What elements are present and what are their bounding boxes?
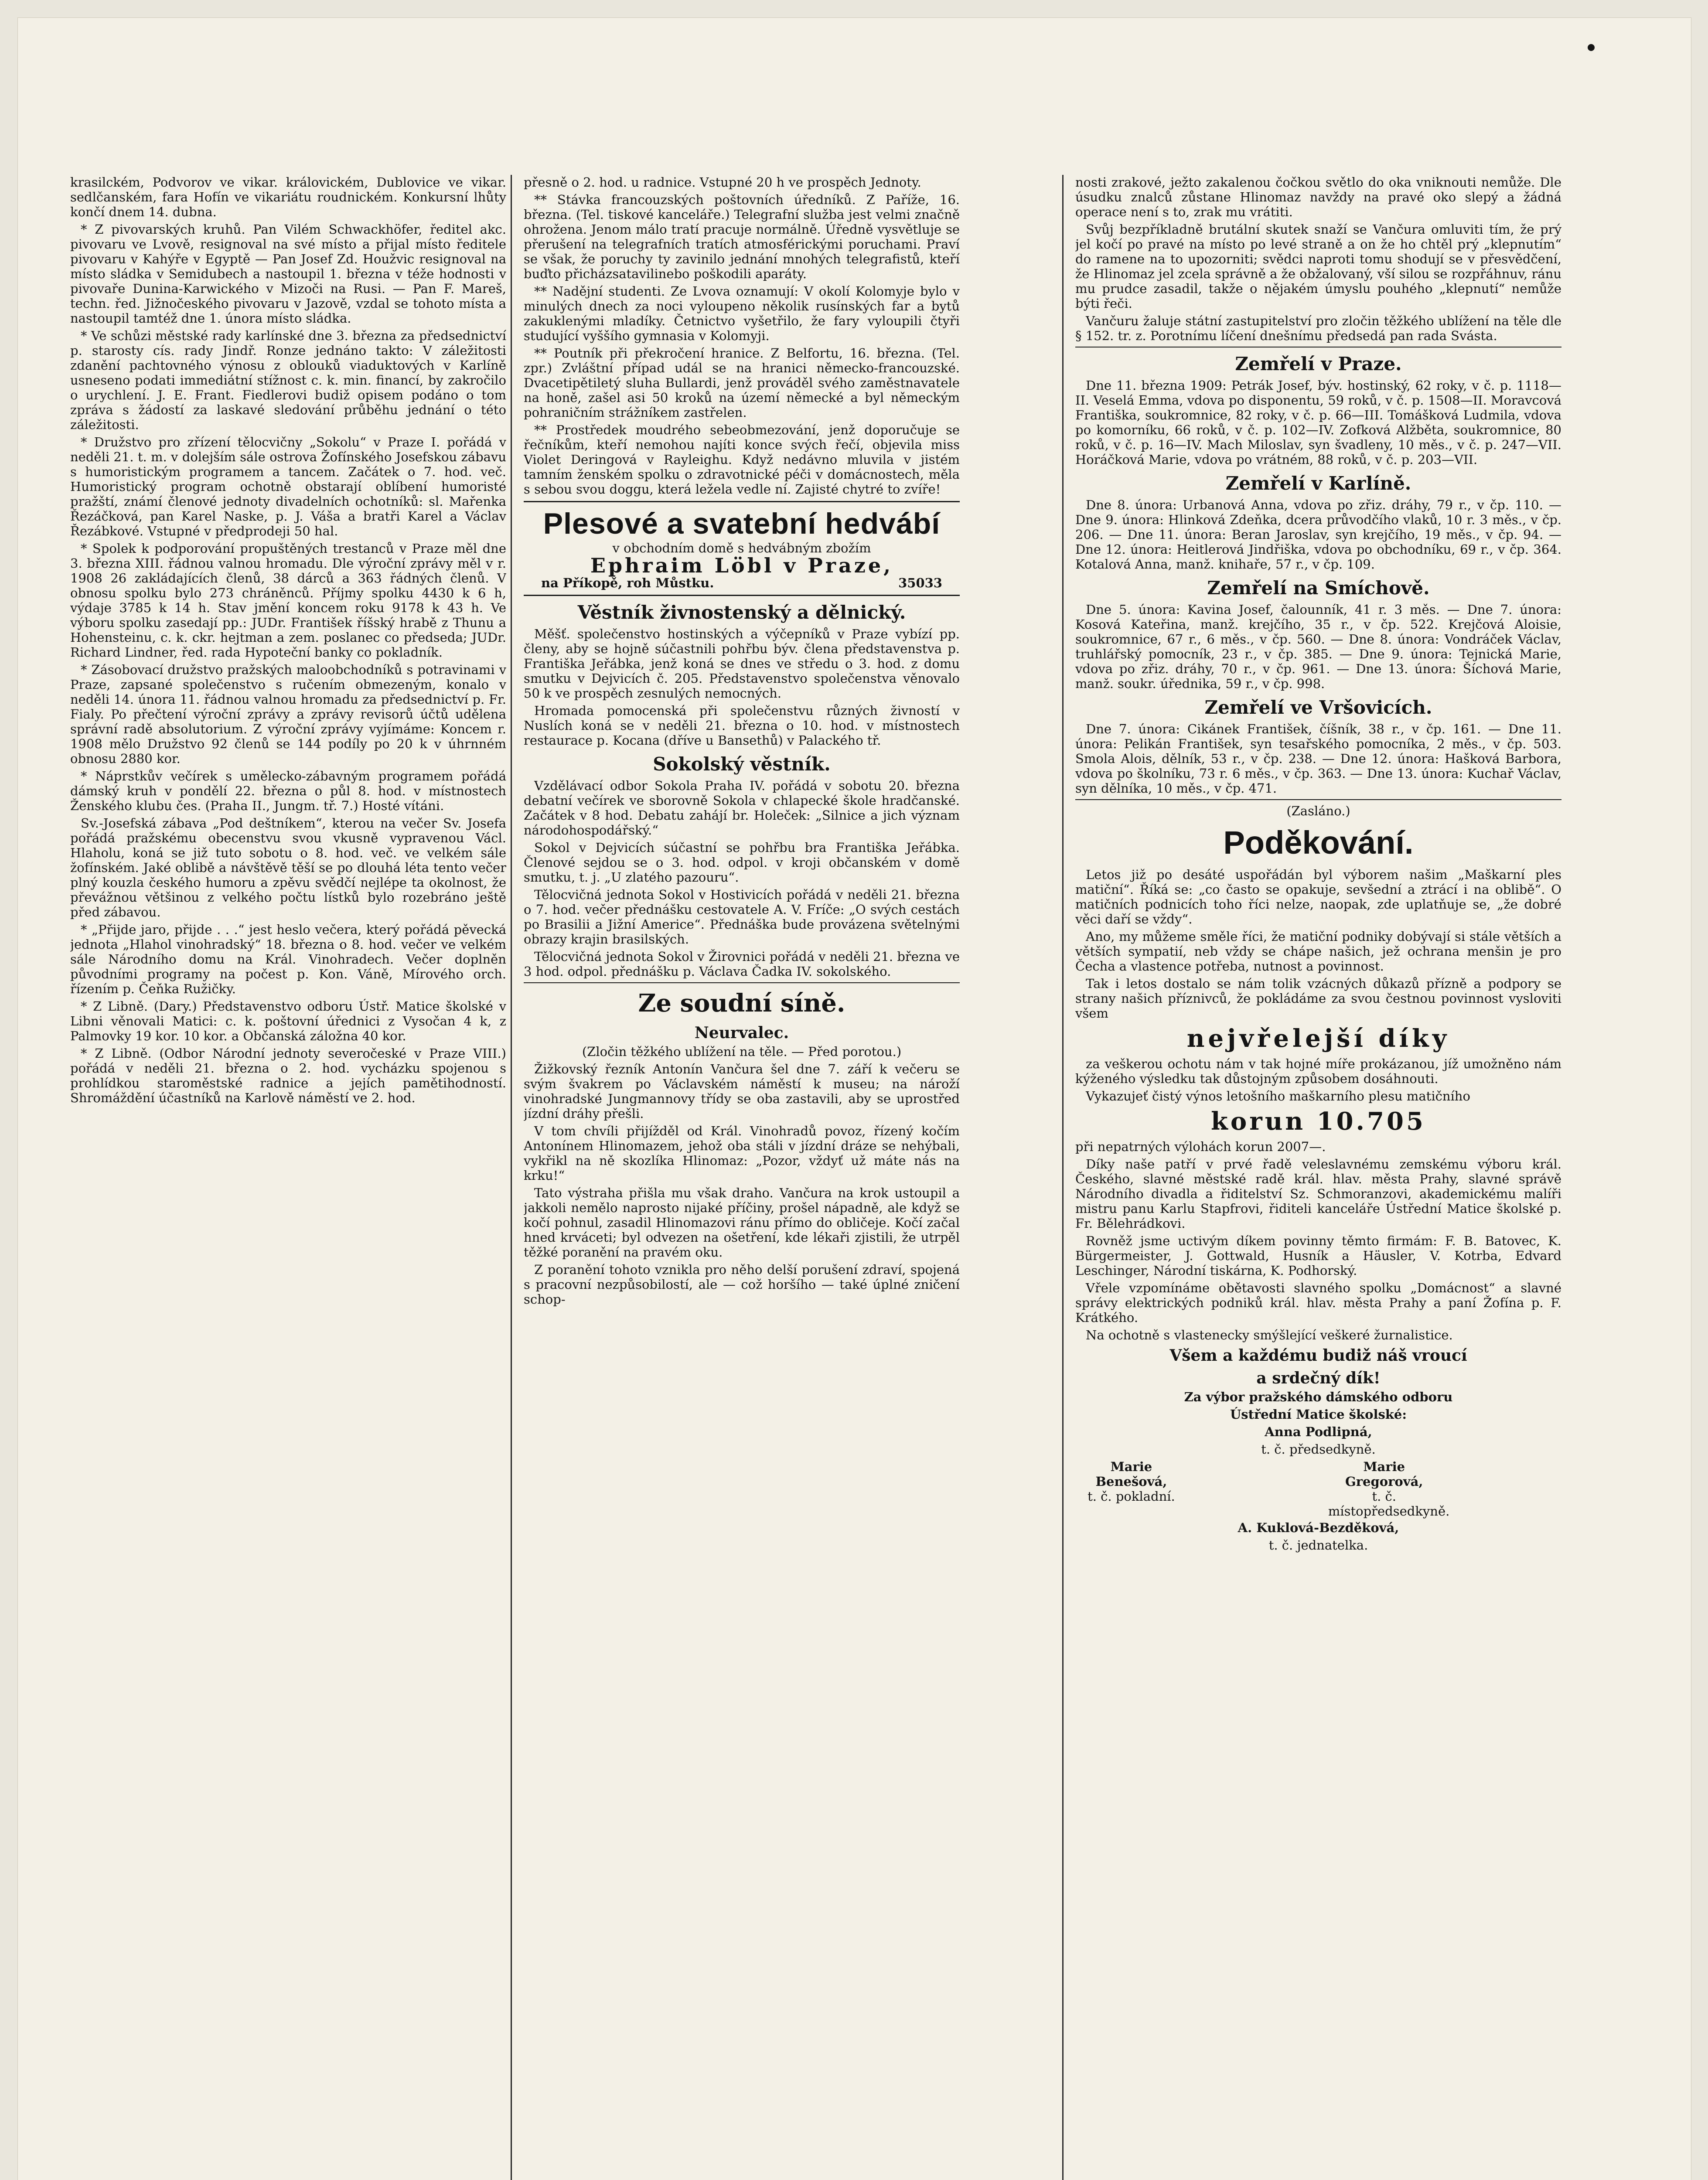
thanks-big-word: nejvřelejší díky xyxy=(1186,1024,1450,1053)
court-continued: Svůj bezpříkladně brutální skutek snaží se Vančura omluviti tím, že prý jel kočí po pravé na místo po levé straně a on že ho chtěl prý „klepnutím“ do ramene na to upozorniti; svědci naproti tomu shodují se v přesvědčení, že Hlinomaz jel zcela správně a že obžalovaný, vší silou se rozpřáhnuv, ránu mu prudce zasadil, takže o nějakém úmyslu pouhého „klepnutí“ nemůže býti řeči. xyxy=(1075,222,1561,311)
column-2 xyxy=(524,175,960,2180)
ad-title: Plesové a svatební hedvábí xyxy=(543,507,941,540)
thanks-text: Vykazujeť čistý výnos letošního maškarního plesu matičního xyxy=(1086,1089,1470,1104)
article-text: přesně o 2. hod. u radnice. Vstupné 20 h ve prospěch Jednoty. xyxy=(524,175,921,190)
court-subtitle: Neurvalec. xyxy=(694,1024,789,1042)
article-naprstek: * Náprstkův večírek s umělecko-zábavným programem pořádá dámský kruh v pondělí 22. března o půl 8. hod. v místnostech Ženského klubu čes. (Praha II., Jungm. tř. 7.) Hosté vítáni. xyxy=(70,769,506,813)
article-sokol-hostivice: Tělocvičná jednota Sokol v Hostivicích pořádá v neděli 21. března o 7. hod. večer přednášku cestovatele A. V. Fríče: „O svých cestách po Brasilii a Jižní Americe“. Přednáška bude provázena světelnými obrazy krajin brasilských. xyxy=(524,887,960,947)
signature-role: t. č. místopředsedkyně. xyxy=(1328,1489,1450,1519)
thanks-text: při nepatrných výlohách korun 2007—. xyxy=(1075,1139,1326,1154)
signature-role: t. č. jednatelka. xyxy=(1268,1538,1368,1553)
court-text: Žižkovský řezník Antonín Vančura šel dne 7. září k večeru se svým švakrem po Václavském náměstí k museu; na nároží vinohradské Jungmannovy třídy se oba zastavili, aby se uprostřed jízdní dráhy přešli. xyxy=(524,1062,960,1121)
newspaper-page xyxy=(17,17,1691,2180)
article-innkeepers: Měšť. společenstvo hostinských a výčepníků v Praze vybízí pp. členy, aby se hojně súčastnili pohřbu býv. člena představenstva p. Františka Jeřábka, jenž koná se dnes ve středu o 3. hod. z domu smutku v Dejvicích č. 205. Představenstvo společenstva věnovalo 50 k ve prospěch zesnulých nemocných. xyxy=(524,627,960,701)
court-text: V tom chvíli přijížděl od Král. Vinohradů povoz, řízený kočím Antonínem Hlinomazem, jehož oba stáli v jízdní dráze se nehýbali, vykřikl na ně skozlíka Hlinomaz: „Pozor, vždyť už máte nás na krku!“ xyxy=(524,1124,960,1183)
column-rule xyxy=(1062,175,1064,2180)
divider xyxy=(524,501,960,502)
signature-name: Marie Gregorová, xyxy=(1345,1459,1423,1489)
signature-role: t. č. předsedkyně. xyxy=(1261,1442,1376,1457)
article-speakers: ** Prostředek moudrého sebeobmezování, jenž doporučuje se řečníkům, kteří nemohou najíti konce svých řečí, objevila miss Violet Deringová v Rayleighu. Když nedávno mluvila v jistém tamním ženském spolku o zdravotnické péči v domácnostech, měla s sebou svou doggu, která ležela vedle ní. Zajisté chytré to zvíře! xyxy=(524,422,960,497)
court-text: Tato výstraha přišla mu však draho. Vančura na krok ustoupil a jakkoli nemělo naprosto nijaké příčiny, prošel nápadně, ale když se kočí pohnul, zasadil Hlinomazovi ránu přímo do obličeje. Kočí začal hned krváceti; byl odvezen na ošetření, kde lékaři zjistili, že utrpěl těžké poranění na pravém oku. xyxy=(524,1185,960,1260)
signature-block xyxy=(1328,1459,1561,1519)
section-title-sokol: Sokolský věstník. xyxy=(653,753,831,775)
signature-name: Anna Podlipná, xyxy=(1265,1424,1372,1439)
article-umbrella-party: Sv.-Josefská zábava „Pod deštníkem“, kterou na večer Sv. Josefa pořádá pražskému obecenstvu svou vkusně vypravenou Václ. Hlaholu, koná se již tuto sobotu o 8. hod. več. ve velkém sále žofínském. Jaké oblibě a návštěvě těší se po dlouhá léta tento večer plný kouzla českého humoru a zpěvu svědčí nejlépe ta okolnost, že převážnou většinou z velkého počtu lístků bylo rozebráno ještě před zábavou. xyxy=(70,816,506,920)
article-border: ** Poutník při překročení hranice. Z Belfortu, 16. března. (Tel. zpr.) Zvláštní případ udál se na hranici německo-francouzské. Dvacetipětiletý sluha Bullardi, jenž prováděl svého zaměstnavatele na honě, zašel asi 50 kroků na území německé a byl německým pohraničním strážníkem zastřelen. xyxy=(524,346,960,420)
article-sokol-debate: Vzdělávací odbor Sokola Praha IV. pořádá v sobotu 20. března debatní večírek ve sborovně Sokola v chlapecké škole hradčanské. Začátek v 8 hod. Debatu zahájí br. Holeček: „Silnice a jich význam národohospodářský.“ xyxy=(524,778,960,838)
court-continued: nosti zrakové, ježto zakalenou čočkou světlo do oka vniknouti nemůže. Dle úsudku znalců zůstane Hlinomaz navždy na pravé oko slepý a žádná operace není s to, zrak mu vrátiti. xyxy=(1075,175,1561,219)
article-postal-strike: ** Stávka francouzských poštovních úředníků. Z Paříže, 16. března. (Tel. tiskové kanceláře.) Telegrafní služba jest velmi značně ohrožena. Jenom málo tratí pracuje normálně. Úředně vysvětluje se přerušení na telegrafních tratích atmosférickými poruchami. Praví se však, že poruchy ty zavinilo jednání mnohých telegrafistů, kteří buďto přicházsatavilinebo poškodili aparáty. xyxy=(524,192,960,281)
thanks-text: Díky naše patří v prvé řadě veleslavnému zemskému výboru král. Českého, slavné městské radě král. hlav. města Prahy, slavné správě Národního divadla a řiditelství Sz. Schmoranzovi, akademickému malíři mistru panu Karlu Stapfrovi, řiditeli kanceláře Ústřední Matice školské p. Fr. Bělehrádkovi. xyxy=(1075,1157,1561,1231)
section-title-deaths-smichov: Zemřelí na Smíchově. xyxy=(1207,577,1430,599)
article-liben-excursion: * Z Libně. (Odbor Národní jednoty severočeské v Praze VIII.) pořádá v neděli 21. března o 2. hod. vycházku spojenou s prohlídkou staroměstské radnice a jejích pamětihodností. Shromáždění účastníků na Karlově náměstí ve 2. hod. xyxy=(70,1046,506,1105)
article-liben-gifts: * Z Libně. (Dary.) Představenstvo odboru Ústř. Matice školské v Libni věnovali Matici: c. k. poštovní úřednici z Vysočan 4 k, z Palmovky 19 kor. 10 kor. a Občanská záložna 40 kor. xyxy=(70,999,506,1043)
signature-name: Marie Benešová, xyxy=(1095,1459,1167,1489)
column-1 xyxy=(70,175,506,2180)
article-sokol-zirovnice: Tělocvičná jednota Sokol v Žirovnici pořádá v neděli 21. března ve 3 hod. odpol. přednášku p. Václava Čadka IV. sokolského. xyxy=(524,949,960,979)
divider xyxy=(524,595,960,596)
zaslano-label: (Zasláno.) xyxy=(1286,804,1350,818)
ad-firm: Ephraim Löbl v Praze, xyxy=(590,554,893,577)
article-karlin-council: * Ve schůzi městské rady karlínské dne 3. března za předsednictví p. starosty cís. rady Jindř. Ronze jednáno takto: V záležitosti zdanění pachtovného výnosu z oblouků viaduktových v Karlíně usneseno podati immediátní stížnost c. k. min. financí, by zakročilo o urychlení. J. E. Frant. Fiedlerovi budiž opisem podáno o tom zpráva s žádostí za laskavé sledování průběhu jednání o této záležitosti. xyxy=(70,328,506,432)
thanks-text: za veškerou ochotu nám v tak hojné míře prokázanou, jíž umožněno nám kýženého výsledku tak důstojným způsobem dosáhnouti. xyxy=(1075,1056,1561,1086)
signature-name: A. Kuklová-Bezděková, xyxy=(1238,1520,1399,1535)
article-text: krasilckém, Podvorov ve vikar. královickém, Dublovice ve vikar. sedlčanském, fara Hofín ve vikariátu roudnickém. Konkursní lhůty končí dnem 14. dubna. xyxy=(70,175,506,219)
article-nusle: Hromada pomocenská při společenstvu různých živností v Nuslích koná se v neděli 21. března o 10. hod. v místnostech restaurace p. Kocana (dříve u Bansethů) v Palackého tř. xyxy=(524,703,960,748)
deaths-prague-list: Dne 11. března 1909: Petrák Josef, býv. hostinský, 62 roky, v č. p. 1118—II. Veselá Emma, vdova po disponentu, 59 roků, v č. p. 1508—II. Moravcová Františka, soukromnice, 82 roky, v č. p. 66—III. Tomášková Ludmila, vdova po komorníku, 66 roků, v č. p. 102—IV. Zofková Alžběta, soukromnice, 80 roků, v č. p. 16—IV. Mach Miloslav, syn švadleny, 10 měs., v č. p. 247—VII. Horáčková Marie, vdova po vrátném, 88 roků, v č. p. 203—VII. xyxy=(1075,378,1561,467)
section-title-deaths-vrsovice: Zemřelí ve Vršovicích. xyxy=(1204,697,1432,718)
thanks-closing: a srdečný dík! xyxy=(1256,1369,1381,1387)
thanks-title: Poděkování. xyxy=(1223,824,1414,861)
court-continued: Vančuru žaluje státní zastupitelství pro zločin těžkého ublížení na těle dle § 152. tr. z. Porotnímu líčení dnešnímu předsedá pan rada Svásta. xyxy=(1075,313,1561,343)
section-title-trade: Věstník živnostenský a dělnický. xyxy=(577,602,906,623)
article-brewery: * Z pivovarských kruhů. Pan Vilém Schwackhöfer, ředitel akc. pivovaru ve Lvově, resignoval na své místo a přijal místo ředitele pivovaru v Kahýře v Egyptě — Pan Josef Zd. Houžvic resignoval na místo sládka v Semidubech a nastoupil 1. března v téže hodnosti v pivovaře Dunina-Karwického v Mizoči na Rusi. — Pan F. Mareš, techn. řed. Jižnočeského pivovaru v Jazově, vzdal se tohoto místa a nastoupil tamtéž dne 1. února místo sládka. xyxy=(70,222,506,326)
signature-row xyxy=(1075,1459,1561,1519)
court-note: (Zločin těžkého ublížení na těle. — Před porotou.) xyxy=(582,1044,902,1059)
deaths-vrsovice-list: Dne 7. února: Cikánek František, číšník, 38 r., v čp. 161. — Dne 11. února: Pelikán František, syn tesařského pomocníka, 2 měs., v čp. 503. Smola Alois, dělník, 53 r., v čp. 238. — Dne 12. února: Hašková Barbora, vdova po školníku, 73 r. 6 měs., v čp. 363. — Dne 13. února: Kuchař Václav, syn dělníka, 10 měs., v čp. 471. xyxy=(1075,722,1561,796)
divider xyxy=(1075,799,1561,800)
deaths-karlin-list: Dne 8. února: Urbanová Anna, vdova po zřiz. dráhy, 79 r., v čp. 110. — Dne 9. února: Hlinková Zdeňka, dcera průvodčího vlaků, 10 r. 3 měs., v čp. 206. — Dne 11. února: Beran Jaroslav, syn krejčího, 19 měs., v čp. 94. — Dne 12. února: Heitlerová Jindřiška, vdova po obchodníku, 69 r., v čp. 364. Kotalová Anna, manž. knihaře, 57 r., v čp. 109. xyxy=(1075,497,1561,572)
section-title-court: Ze soudní síně. xyxy=(638,989,845,1018)
thanks-text: Vřele vzpomínáme obětavosti slavného spolku „Domácnost“ a slavné správy elektrických podniků král. hlav. města Prahy a paní Žofína p. F. Krátkého. xyxy=(1075,1281,1561,1325)
article-cooperative: * Zásobovací družstvo pražských maloobchodníků s potravinami v Praze, zapsané společenstvo s ručením obmezeným, konalo v neděli 14. února 11. řádnou valnou hromadu za předsednictví p. Fr. Fialy. Po přečtení výroční zprávy a zprávy revisorů účtů udělena správní radě absolutorium. Z výroční zprávy vyjímáme: Koncem r. 1908 mělo Družstvo 92 členů se 144 podíly po 20 k v úhrnném obnosu 2880 kor. xyxy=(70,662,506,766)
committee-line: Za výbor pražského dámského odboru xyxy=(1184,1390,1453,1404)
thanks-text: Rovněž jsme uctivým díkem povinny těmto firmám: F. B. Batovec, K. Bürgermeister, J. Gottwald, Husník a Häusler, V. Kotrba, Edvard Leschinger, Národní tiskárna, K. Podhorský. xyxy=(1075,1233,1561,1278)
thanks-amount: korun 10.705 xyxy=(1211,1107,1426,1136)
column-rule xyxy=(511,175,512,2180)
thanks-text: Tak i letos dostalo se nám tolik vzácných důkazů přízně a podpory se strany našich příznivců, že pokládáme za svou čestnou povinnost vysloviti všem xyxy=(1075,976,1561,1021)
committee-line: Ústřední Matice školské: xyxy=(1230,1407,1407,1422)
ad-address: na Příkopě, roh Můstku. xyxy=(541,576,714,590)
ad-code: 35033 xyxy=(898,576,942,590)
article-sokol-gym: * Družstvo pro zřízení tělocvičny „Sokolu“ v Praze I. pořádá v neděli 21. t. m. v dolejším sále ostrova Žofínského Josefskou zábavu s humoristickým programem a tancem. Začátek o 7. hod. več. Humoristický program ochotně obstarají oblíbení humoristé pražští, známí členové jednoty divadelních ochotníků: sl. Mařenka Řezáčková, pan Karel Naske, p. J. Váša a bratři Karel a Václav Řezábkové. Vstupné v předprodeji 50 hal. xyxy=(70,435,506,538)
article-sokol-dejvice: Sokol v Dejvicích súčastní se pohřbu bra Františka Jeřábka. Členové sejdou se o 3. hod. odpol. v kroji občanském v domě smutku, t. j. „U zlatého pazouru“. xyxy=(524,840,960,885)
ad-subtitle: v obchodním domě s hedvábným zbožím xyxy=(612,541,871,555)
scan-mark xyxy=(1588,44,1595,51)
article-spring-evening: * „Přijde jaro, přijde . . .“ jest heslo večera, který pořádá pěvecká jednota „Hlahol vinohradský“ 18. března o 8. hod. večer ve velkém sále Národního domu na Král. Vinohradech. Večer doplněn původními programy na počest p. Kon. Váně, Mírového orch. řízením p. Čeňka Ružičky. xyxy=(70,922,506,996)
section-title-deaths-karlin: Zemřelí v Karlíně. xyxy=(1225,473,1411,494)
section-title-deaths-prague: Zemřelí v Praze. xyxy=(1235,353,1402,375)
article-prisoners-aid: * Spolek k podporování propuštěných trestanců v Praze měl dne 3. března XIII. řádnou valnou hromadu. Dle výroční zprávy měl v r. 1908 26 zakládajících členů, 38 dárců a 363 řádných členů. V obnosu spolku bylo 273 chráněnců. Příjmy spolku 4430 k 6 h, výdaje 3785 k 14 h. Stav jmění koncem roku 9178 k 43 h. Ve výboru spolku zasedají pp.: JUDr. František říšský hrabě z Thunu a Hohensteinu, c. k. ckr. hejtman a zem. poslanec co předseda; JUDr. Richard Lindner, řed. rada Hypoteční banky co pokladník. xyxy=(70,541,506,660)
signature-role: t. č. pokladní. xyxy=(1088,1489,1175,1504)
court-text: Z poranění tohoto vznikla pro něho delší porušení zdraví, spojená s pracovní nezpůsobilostí, ale — což horšího — také úplné zničení schop- xyxy=(524,1262,960,1307)
divider xyxy=(524,982,960,983)
column-3 xyxy=(1075,175,1561,2180)
thanks-closing: Všem a každému budiž náš vroucí xyxy=(1169,1346,1467,1365)
thanks-text: Letos již po desáté uspořádán byl výborem našim „Maškarní ples matiční“. Říká se: „co často se opakuje, sevšední a ztrácí i na oblibě“. O matičních podnicích toho říci nelze, naopak, zde uplatňuje se, „že dobré věci daří se vždy“. xyxy=(1075,867,1561,926)
deaths-smichov-list: Dne 5. února: Kavina Josef, čalounník, 41 r. 3 měs. — Dne 7. února: Kosová Kateřina, manž. krejčího, 35 r., v čp. 522. Krejčová Aloisie, soukromnice, 67 r., 6 měs., v čp. 560. — Dne 8. února: Vondráček Václav, truhlářský pomocník, 23 r., v čp. 385. — Dne 9. února: Tejnická Marie, vdova po zřiz. dráhy, 70 r., v čp. 961. — Dne 13. února: Šíchová Marie, manž. soukr. úřednika, 59 r., v čp. 998. xyxy=(1075,602,1561,691)
silk-advertisement xyxy=(524,507,960,590)
ad-address-row xyxy=(524,576,960,590)
thanks-text: Na ochotně s vlastenecky smýšlející veškeré žurnalistice. xyxy=(1086,1328,1453,1342)
article-students: ** Nadějní studenti. Ze Lvova oznamují: V okolí Kolomyje bylo v minulých dnech za noci vyloupeno několik rusínských far a bytů zakuklenými mladíky. Četnictvo vyšetřilo, že fary vyloupili čtyři studující vyššího gymnasia v Kolomyji. xyxy=(524,284,960,343)
signature-block xyxy=(1075,1459,1309,1519)
thanks-text: Ano, my můžeme směle říci, že matiční podniky dobývají si stále větších a větších sympatií, neb vždy se chápe našich, jež ochrana menšin je pro Čecha a vlastence potřeba, nutnost a povinnost. xyxy=(1075,929,1561,974)
